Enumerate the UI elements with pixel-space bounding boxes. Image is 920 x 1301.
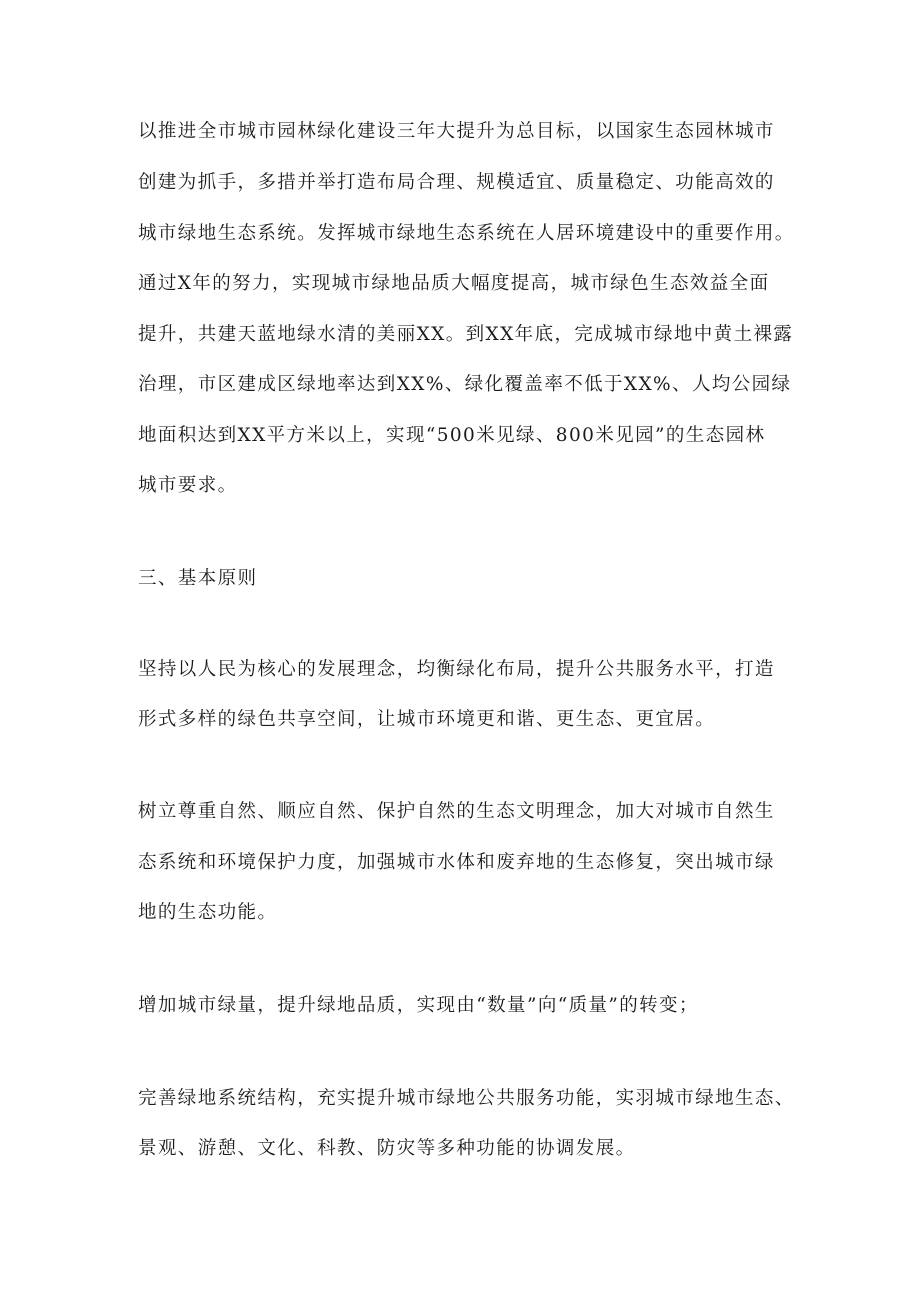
paragraph-line: 创建为抓手，多措并举打造布局合理、规模适宜、质量稳定、功能高效的 (138, 172, 775, 193)
paragraph-line: 提升，共建天蓝地绿水清的美丽XX。到XX年底，完成城市绿地中黄土裸露 (138, 324, 794, 345)
paragraph-line: 以推进全市城市园林绿化建设三年大提升为总目标，以国家生态园林城市 (138, 121, 775, 142)
paragraph-line: 坚持以人民为核心的发展理念，均衡绿化布局，提升公共服务水平，打造 (138, 659, 775, 680)
section-heading: 三、基本原则 (138, 568, 258, 589)
paragraph-line: 树立尊重自然、顺应自然、保护自然的生态文明理念，加大对城市自然生 (138, 801, 775, 822)
paragraph-line: 地的生态功能。 (138, 902, 278, 923)
paragraph-line: 态系统和环境保护力度，加强城市水体和废弃地的生态修复，突出城市绿 (138, 852, 775, 873)
paragraph-line: 城市要求。 (138, 475, 238, 496)
paragraph-line: 城市绿地生态系统。发挥城市绿地生态系统在人居环境建设中的重要作用。 (138, 223, 795, 244)
paragraph-line: 形式多样的绿色共享空间，让城市环境更和谐、更生态、更宜居。 (138, 709, 716, 730)
paragraph-line: 通过X年的努力，实现城市绿地品质大幅度提高，城市绿色生态效益全面 (138, 273, 770, 294)
paragraph-line: 治理，市区建成区绿地率达到XX%、绿化覆盖率不低于XX%、人均公园绿 (138, 374, 792, 395)
paragraph-line: 增加城市绿量，提升绿地品质，实现由“数量”向“质量”的转变； (138, 995, 699, 1016)
paragraph-line: 景观、游憩、文化、科教、防灾等多种功能的协调发展。 (138, 1138, 636, 1159)
paragraph-line: 地面积达到XX平方米以上，实现“500米见绿、800米见园”的生态园林 (138, 425, 766, 446)
paragraph-line: 完善绿地系统结构，充实提升城市绿地公共服务功能，实羽城市绿地生态、 (138, 1088, 795, 1109)
